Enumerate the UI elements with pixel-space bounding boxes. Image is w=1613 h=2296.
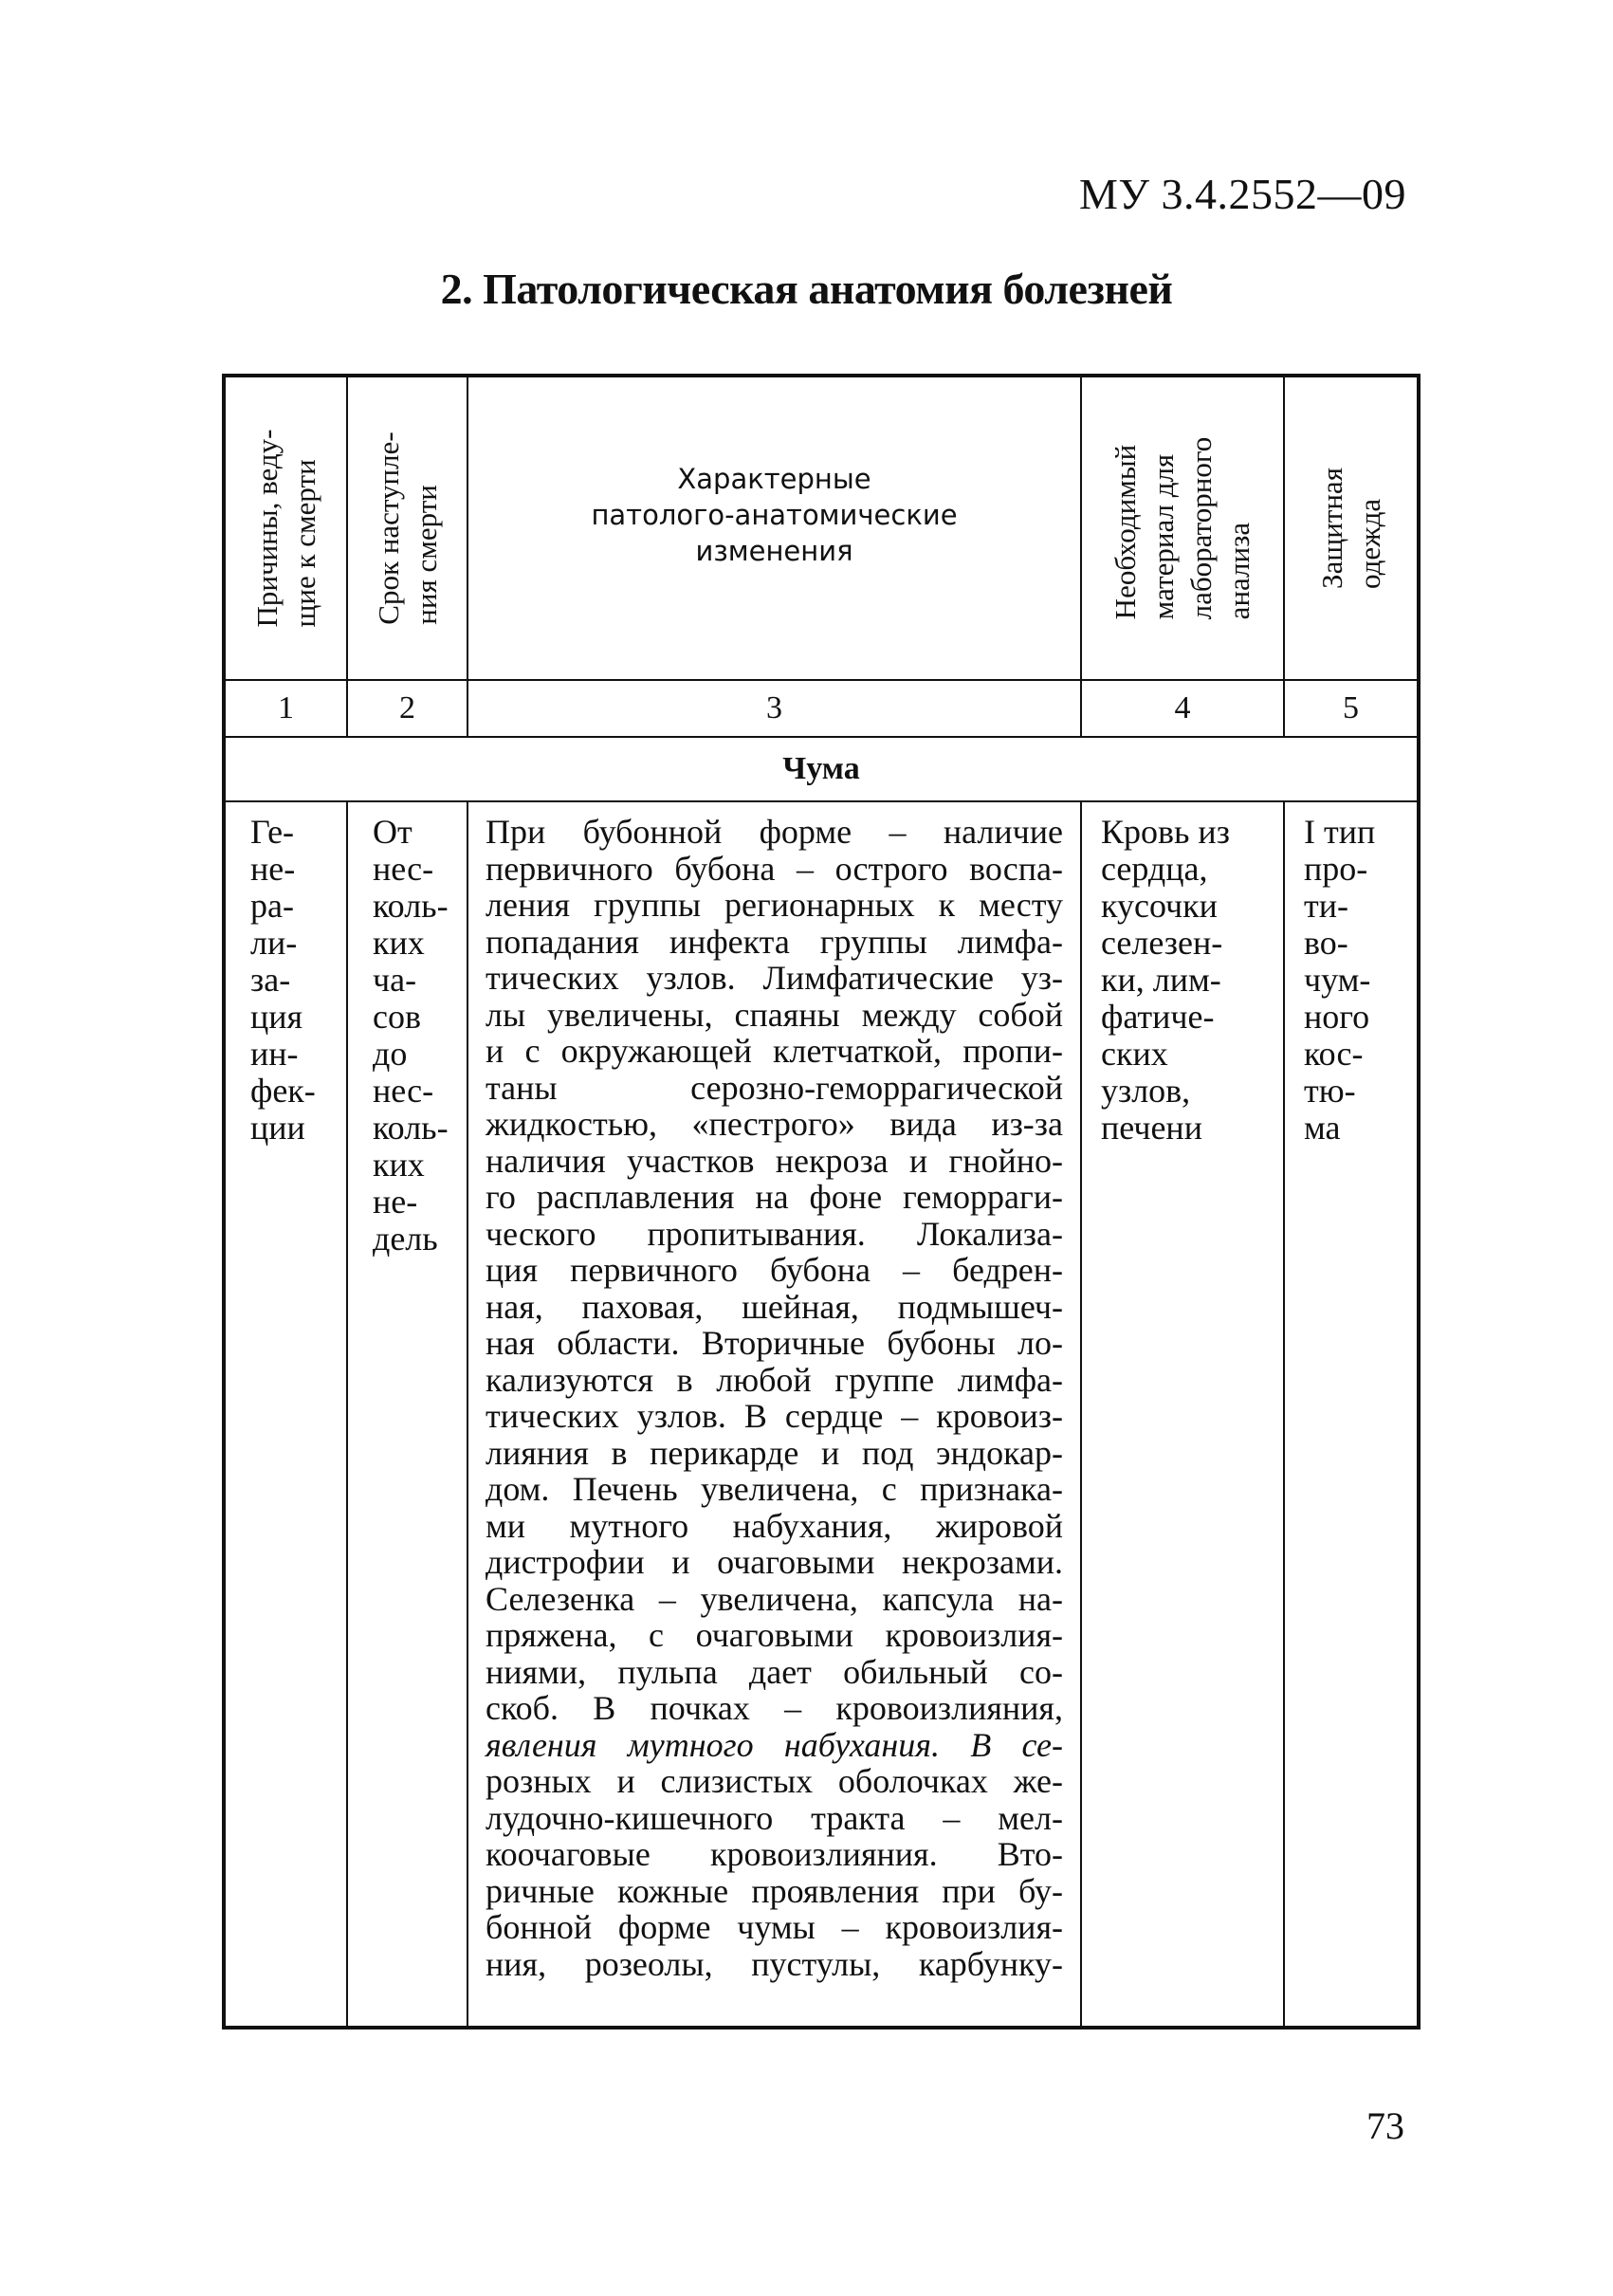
section-row <box>224 737 1419 801</box>
document-code: МУ 3.4.2552—09 <box>1079 170 1406 218</box>
text-line: ления группы регионарных к месту <box>486 886 1063 924</box>
header-cell-material <box>1081 376 1284 680</box>
cell-cause: Ге- не- ра- ли- за- ция ин- фек- ции <box>224 801 347 2028</box>
text-line: тических узлов. Лимфатические уз- <box>486 959 1063 997</box>
text-line: пряжена, с очаговыми кровоизлия- <box>486 1616 1063 1654</box>
text-line: жидкостью, «пестрого» вида из-за <box>486 1105 1063 1143</box>
header-causes: Причины, веду- щие к смерти <box>249 429 321 628</box>
changes-text <box>486 814 1063 1982</box>
text-line: попадания инфекта группы лимфа- <box>486 922 1063 961</box>
header-changes: Характерные патолого-анатомические изменения <box>591 463 958 567</box>
section-label: Чума <box>224 737 1419 801</box>
header-cell-causes <box>224 376 347 680</box>
text-line: коочаговые кровоизлияния. Вто- <box>486 1835 1063 1873</box>
text-line: лы увеличены, спаяны между собой <box>486 995 1063 1034</box>
text-line: ная области. Вторичные бубоны ло- <box>486 1324 1063 1362</box>
cell-clothing: I тип про- ти- во- чум- ного кос- тю- ма <box>1284 801 1419 2028</box>
header-onset: Срок наступле- ния смерти <box>371 432 443 625</box>
text-line: наличия участков некроза и гнойно- <box>486 1141 1063 1180</box>
text-line: ния, розеолы, пустулы, карбунку- <box>486 1944 1063 1983</box>
text-line: При бубонной форме – наличие <box>486 813 1063 851</box>
header-cell-clothing <box>1284 376 1419 680</box>
text-line: лудочно-кишечного тракта – мел- <box>486 1798 1063 1837</box>
cell-changes <box>467 801 1081 2028</box>
text-line: ческого пропитывания. Локализа- <box>486 1214 1063 1253</box>
section-title: 2. Патологическая анатомия болезней <box>440 265 1173 313</box>
text-line: Селезенка – увеличена, капсула на- <box>486 1579 1063 1618</box>
text-line: го расплавления на фоне геморраги- <box>486 1178 1063 1216</box>
column-number: 5 <box>1284 680 1419 737</box>
text-line: тических узлов. В сердце – кровоиз- <box>486 1397 1063 1435</box>
page-number: 73 <box>1366 2104 1404 2147</box>
header-cell-changes <box>467 376 1081 680</box>
column-number: 2 <box>347 680 467 737</box>
column-number: 4 <box>1081 680 1284 737</box>
column-number: 3 <box>467 680 1081 737</box>
pathology-table <box>222 374 1421 2030</box>
text-line: ция первичного бубона – бедрен- <box>486 1251 1063 1289</box>
text-line: ми мутного набухания, жировой <box>486 1506 1063 1545</box>
text-line: розных и слизистых оболочках же- <box>486 1762 1063 1800</box>
text-line: бонной форме чумы – кровоизлия- <box>486 1908 1063 1946</box>
cell-onset: От нес- коль- ких ча- сов до нес- коль- ких не- дель <box>347 801 467 2028</box>
text-line: дистрофии и очаговыми некрозами. <box>486 1543 1063 1581</box>
text-line: явления мутного набухания. В се- <box>486 1725 1063 1764</box>
header-cell-onset <box>347 376 467 680</box>
header-material: Необходимый материал для лабораторного анализа <box>1109 436 1256 620</box>
text-line: таны серозно-геморрагической <box>486 1068 1063 1107</box>
text-line: ная, паховая, шейная, подмышеч- <box>486 1287 1063 1326</box>
text-line: и с окружающей клетчаткой, пропи- <box>486 1032 1063 1070</box>
cell-material: Кровь из сердца, кусочки селезен- ки, лим- фатиче- ских узлов, печени <box>1081 801 1284 2028</box>
text-line: кализуются в любой группе лимфа- <box>486 1360 1063 1399</box>
column-number-row <box>224 680 1419 737</box>
header-row <box>224 376 1419 680</box>
text-line: первичного бубона – острого воспа- <box>486 849 1063 888</box>
text-line: скоб. В почках – кровоизлияния, <box>486 1689 1063 1727</box>
text-line: лияния в перикарде и под эндокар- <box>486 1433 1063 1472</box>
text-line: ричные кожные проявления при бу- <box>486 1871 1063 1910</box>
table-row <box>224 801 1419 2028</box>
header-clothing: Защитная одежда <box>1314 468 1386 589</box>
column-number: 1 <box>224 680 347 737</box>
text-line: дом. Печень увеличена, с признака- <box>486 1470 1063 1508</box>
text-line: ниями, пульпа дает обильный со- <box>486 1652 1063 1691</box>
